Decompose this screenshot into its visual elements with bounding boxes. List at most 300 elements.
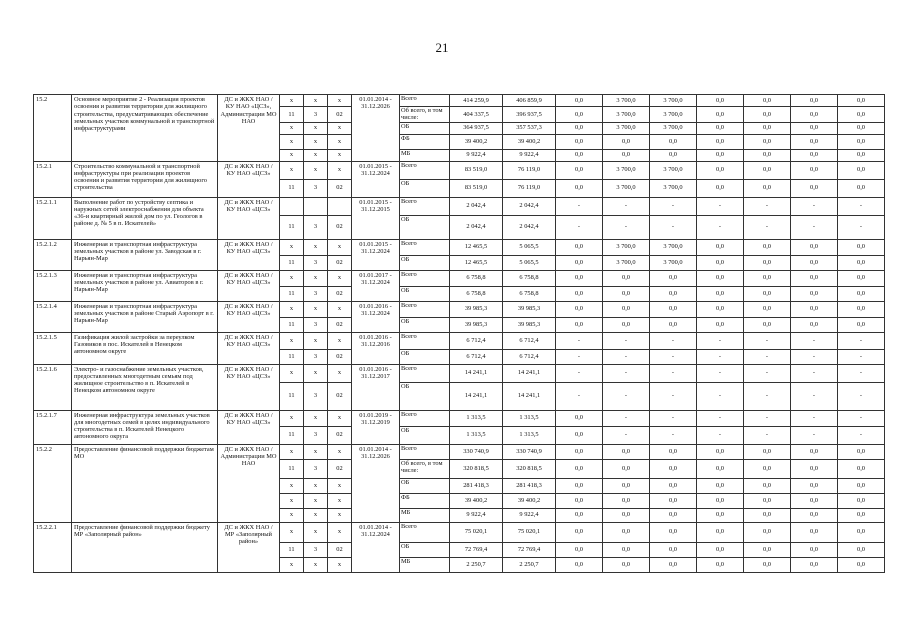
funding-source: Всего — [400, 522, 450, 542]
item-number: 15.2.1.4 — [34, 301, 72, 332]
item-executor: ДС и ЖКХ НАО / КУ НАО «ЦСЗ» — [218, 239, 280, 270]
amount-cell: 39 400,2 — [450, 493, 503, 508]
amount-cell: 0,0 — [603, 270, 650, 286]
amount-cell: 0,0 — [697, 134, 744, 149]
funding-source: Всего — [400, 301, 450, 317]
budget-code: 02 — [328, 286, 352, 301]
amount-cell: 0,0 — [650, 522, 697, 542]
budget-code: х — [280, 161, 304, 179]
item-period: 01.01.2014 - 31.12.2026 — [352, 95, 400, 162]
amount-cell: - — [650, 382, 697, 410]
amount-cell: 0,0 — [650, 317, 697, 332]
amount-cell: 39 400,2 — [503, 134, 556, 149]
amount-cell: 0,0 — [650, 508, 697, 522]
amount-cell: 0,0 — [556, 557, 603, 572]
amount-cell: 0,0 — [838, 270, 885, 286]
budget-code: х — [304, 122, 328, 134]
funding-source: МБ — [400, 508, 450, 522]
amount-cell: - — [556, 364, 603, 382]
amount-cell: - — [650, 215, 697, 239]
budget-code: х — [328, 134, 352, 149]
budget-code — [304, 197, 328, 215]
item-executor: ДС и ЖКХ НАО / Администрации МО НАО — [218, 444, 280, 522]
amount-cell: 0,0 — [697, 286, 744, 301]
amount-cell: 0,0 — [556, 459, 603, 478]
amount-cell: 281 418,3 — [503, 478, 556, 493]
budget-code: х — [304, 301, 328, 317]
funding-source: ОБ — [400, 382, 450, 410]
amount-cell: 0,0 — [838, 149, 885, 161]
amount-cell: 72 769,4 — [450, 542, 503, 557]
amount-cell: 0,0 — [744, 542, 791, 557]
item-executor: ДС и ЖКХ НАО / КУ НАО «ЦСЗ» — [218, 364, 280, 410]
amount-cell: - — [791, 215, 838, 239]
amount-cell: - — [603, 382, 650, 410]
budget-code: х — [304, 95, 328, 107]
amount-cell: 0,0 — [791, 179, 838, 197]
amount-cell: 0,0 — [838, 255, 885, 270]
budget-code: 11 — [280, 382, 304, 410]
budget-code: 11 — [280, 459, 304, 478]
amount-cell: 0,0 — [791, 134, 838, 149]
amount-cell: - — [603, 332, 650, 349]
amount-cell: 0,0 — [791, 301, 838, 317]
funding-source: ФБ — [400, 134, 450, 149]
funding-source: ОБ — [400, 179, 450, 197]
amount-cell: 0,0 — [838, 557, 885, 572]
amount-cell: 0,0 — [838, 301, 885, 317]
amount-cell: 0,0 — [697, 122, 744, 134]
amount-cell: 0,0 — [744, 149, 791, 161]
amount-cell: 5 065,5 — [503, 239, 556, 255]
item-period: 01.01.2016 - 31.12.2024 — [352, 301, 400, 332]
item-name: Электро- и газоснабжение земельных участков, предоставленных многодетным семьям под жилищное строительство в п. Искателей в Ненецком автономном округе — [72, 364, 218, 410]
table-row — [34, 410, 885, 426]
amount-cell: - — [744, 410, 791, 426]
amount-cell: 320 818,5 — [503, 459, 556, 478]
budget-code: 02 — [328, 255, 352, 270]
amount-cell: 0,0 — [744, 444, 791, 459]
amount-cell: 0,0 — [697, 317, 744, 332]
item-period: 01.01.2017 - 31.12.2024 — [352, 270, 400, 301]
amount-cell: 0,0 — [791, 459, 838, 478]
amount-cell: 2 042,4 — [450, 197, 503, 215]
amount-cell: 0,0 — [650, 286, 697, 301]
item-period: 01.01.2014 - 31.12.2026 — [352, 444, 400, 522]
amount-cell: 6 758,8 — [450, 270, 503, 286]
budget-code: х — [304, 478, 328, 493]
item-period: 01.01.2015 - 31.12.2024 — [352, 161, 400, 197]
amount-cell: 1 313,5 — [503, 426, 556, 444]
item-number: 15.2 — [34, 95, 72, 162]
funding-source: ОБ — [400, 255, 450, 270]
amount-cell: 3 700,0 — [650, 107, 697, 123]
amount-cell: 0,0 — [556, 161, 603, 179]
amount-cell: 0,0 — [603, 134, 650, 149]
funding-source: ОБ — [400, 426, 450, 444]
amount-cell: 3 700,0 — [650, 122, 697, 134]
amount-cell: 0,0 — [838, 493, 885, 508]
item-period: 01.01.2015 - 31.12.2015 — [352, 197, 400, 239]
amount-cell: 0,0 — [603, 522, 650, 542]
amount-cell: 39 985,3 — [503, 301, 556, 317]
amount-cell: 0,0 — [697, 270, 744, 286]
table-row — [34, 522, 885, 542]
amount-cell: 0,0 — [650, 557, 697, 572]
amount-cell: - — [697, 382, 744, 410]
budget-code: х — [280, 508, 304, 522]
budget-code: х — [328, 557, 352, 572]
amount-cell: - — [838, 410, 885, 426]
budget-code: х — [304, 364, 328, 382]
item-number: 15.2.2.1 — [34, 522, 72, 572]
amount-cell: 0,0 — [603, 557, 650, 572]
amount-cell: 2 042,4 — [450, 215, 503, 239]
amount-cell: 0,0 — [838, 107, 885, 123]
amount-cell: 39 985,3 — [450, 317, 503, 332]
amount-cell: 0,0 — [556, 286, 603, 301]
funding-source: Всего — [400, 161, 450, 179]
funding-source: ОБ — [400, 542, 450, 557]
amount-cell: 0,0 — [744, 122, 791, 134]
amount-cell: 2 042,4 — [503, 197, 556, 215]
amount-cell: 39 985,3 — [450, 301, 503, 317]
table-row — [34, 364, 885, 382]
amount-cell: - — [838, 332, 885, 349]
table-row — [34, 301, 885, 317]
amount-cell: 14 241,1 — [503, 364, 556, 382]
item-number: 15.2.1.1 — [34, 197, 72, 239]
item-name: Инженерная и транспортная инфраструктура земельных участков в районе ул. Авиаторов в г. Нарьян-Мар — [72, 270, 218, 301]
budget-code: х — [280, 95, 304, 107]
item-period: 01.01.2019 - 31.12.2019 — [352, 410, 400, 444]
funding-source: Всего — [400, 444, 450, 459]
amount-cell: - — [556, 215, 603, 239]
budget-code: х — [328, 332, 352, 349]
amount-cell: - — [791, 426, 838, 444]
amount-cell: 0,0 — [650, 270, 697, 286]
amount-cell: 0,0 — [838, 161, 885, 179]
amount-cell: 0,0 — [697, 522, 744, 542]
budget-code: 02 — [328, 349, 352, 364]
amount-cell: 0,0 — [791, 493, 838, 508]
budget-code: 3 — [304, 286, 328, 301]
amount-cell: - — [744, 349, 791, 364]
budget-code: 11 — [280, 542, 304, 557]
amount-cell: 0,0 — [556, 95, 603, 107]
budget-code: х — [304, 410, 328, 426]
amount-cell: - — [744, 382, 791, 410]
amount-cell: 0,0 — [650, 542, 697, 557]
amount-cell: 75 020,1 — [450, 522, 503, 542]
amount-cell: 0,0 — [744, 134, 791, 149]
amount-cell: 3 700,0 — [603, 255, 650, 270]
budget-code: 3 — [304, 179, 328, 197]
budget-code: х — [304, 239, 328, 255]
amount-cell: 0,0 — [791, 522, 838, 542]
amount-cell: 0,0 — [650, 459, 697, 478]
amount-cell: 0,0 — [556, 522, 603, 542]
amount-cell: 9 922,4 — [503, 508, 556, 522]
amount-cell: 0,0 — [744, 522, 791, 542]
amount-cell: 0,0 — [791, 149, 838, 161]
funding-source: МБ — [400, 557, 450, 572]
amount-cell: 14 241,1 — [450, 382, 503, 410]
budget-code: х — [304, 149, 328, 161]
budget-code: х — [328, 239, 352, 255]
amount-cell: 0,0 — [791, 239, 838, 255]
budget-code: х — [280, 364, 304, 382]
amount-cell: 0,0 — [791, 107, 838, 123]
amount-cell: 3 700,0 — [650, 255, 697, 270]
amount-cell: 357 537,3 — [503, 122, 556, 134]
amount-cell: 0,0 — [744, 508, 791, 522]
funding-source: Всего — [400, 364, 450, 382]
amount-cell: 0,0 — [791, 478, 838, 493]
amount-cell: - — [556, 197, 603, 215]
amount-cell: - — [650, 426, 697, 444]
item-number: 15.2.1.6 — [34, 364, 72, 410]
budget-code: 11 — [280, 426, 304, 444]
amount-cell: 0,0 — [556, 493, 603, 508]
item-name: Предоставление финансовой поддержки бюджету МР «Заполярный район» — [72, 522, 218, 572]
amount-cell: 39 400,2 — [450, 134, 503, 149]
amount-cell: 0,0 — [556, 179, 603, 197]
amount-cell: 0,0 — [697, 107, 744, 123]
amount-cell: - — [697, 364, 744, 382]
amount-cell: 330 740,9 — [450, 444, 503, 459]
amount-cell: - — [838, 197, 885, 215]
budget-code: х — [304, 134, 328, 149]
amount-cell: - — [838, 426, 885, 444]
amount-cell: 83 519,0 — [450, 161, 503, 179]
budget-code: 3 — [304, 317, 328, 332]
amount-cell: 0,0 — [838, 134, 885, 149]
budget-code: х — [280, 149, 304, 161]
table-row — [34, 444, 885, 459]
table-row — [34, 332, 885, 349]
amount-cell: - — [650, 410, 697, 426]
amount-cell: 0,0 — [603, 286, 650, 301]
funding-source: Всего — [400, 197, 450, 215]
amount-cell: 9 922,4 — [450, 149, 503, 161]
amount-cell: - — [791, 332, 838, 349]
amount-cell: 0,0 — [744, 478, 791, 493]
budget-code: х — [328, 522, 352, 542]
amount-cell: 0,0 — [791, 557, 838, 572]
amount-cell: - — [650, 332, 697, 349]
amount-cell: 6 758,8 — [503, 286, 556, 301]
budget-code: х — [304, 444, 328, 459]
amount-cell: 14 241,1 — [503, 382, 556, 410]
amount-cell: - — [791, 410, 838, 426]
amount-cell: 0,0 — [791, 255, 838, 270]
amount-cell: 0,0 — [697, 149, 744, 161]
budget-code: х — [328, 508, 352, 522]
amount-cell: 0,0 — [791, 161, 838, 179]
amount-cell: 2 042,4 — [503, 215, 556, 239]
item-executor: ДС и ЖКХ НАО / МР «Заполярный район» — [218, 522, 280, 572]
budget-code: 02 — [328, 542, 352, 557]
amount-cell: 0,0 — [603, 459, 650, 478]
amount-cell: 0,0 — [603, 542, 650, 557]
amount-cell: 83 519,0 — [450, 179, 503, 197]
item-number: 15.2.1.2 — [34, 239, 72, 270]
amount-cell: 0,0 — [650, 478, 697, 493]
amount-cell: - — [744, 426, 791, 444]
amount-cell: 6 758,8 — [503, 270, 556, 286]
funding-source: Всего — [400, 332, 450, 349]
item-name: Инженерная и транспортная инфраструктура земельных участков в районе Старый Аэропорт в г. Нарьян-Мар — [72, 301, 218, 332]
item-number: 15.2.1.5 — [34, 332, 72, 364]
amount-cell: - — [697, 349, 744, 364]
amount-cell: 0,0 — [744, 301, 791, 317]
amount-cell: 0,0 — [838, 239, 885, 255]
item-name: Выполнение работ по устройству септика и наружных сетей электроснабжения для объекта «36-и квартирный жилой дом по ул. Геологов в районе д. № 5 в п. Искателей» — [72, 197, 218, 239]
amount-cell: - — [603, 349, 650, 364]
budget-code: х — [328, 95, 352, 107]
amount-cell: 0,0 — [603, 317, 650, 332]
budget-code: 3 — [304, 349, 328, 364]
amount-cell: 3 700,0 — [650, 239, 697, 255]
amount-cell: 0,0 — [556, 426, 603, 444]
amount-cell: - — [603, 426, 650, 444]
amount-cell: 320 818,5 — [450, 459, 503, 478]
amount-cell: 0,0 — [744, 286, 791, 301]
budget-code: 11 — [280, 107, 304, 123]
amount-cell: - — [744, 332, 791, 349]
budget-code: х — [280, 410, 304, 426]
table-row — [34, 197, 885, 215]
amount-cell: 0,0 — [838, 122, 885, 134]
amount-cell: - — [697, 197, 744, 215]
amount-cell: 0,0 — [791, 508, 838, 522]
amount-cell: 0,0 — [744, 317, 791, 332]
amount-cell: 404 337,5 — [450, 107, 503, 123]
amount-cell: 6 712,4 — [450, 349, 503, 364]
amount-cell: 0,0 — [838, 95, 885, 107]
amount-cell: 0,0 — [838, 508, 885, 522]
item-name: Газификация жилой застройки за переулком Газовиков в пос. Искателей в Ненецком автономном округе — [72, 332, 218, 364]
amount-cell: 0,0 — [556, 239, 603, 255]
funding-source: Всего — [400, 270, 450, 286]
item-name: Строительство коммунальной и транспортной инфраструктуры при реализации проектов освоения и развития территории для жилищного строительства — [72, 161, 218, 197]
item-period: 01.01.2016 - 31.12.2016 — [352, 332, 400, 364]
funding-source: Об всего, в том числе: — [400, 459, 450, 478]
amount-cell: 0,0 — [838, 317, 885, 332]
amount-cell: 0,0 — [650, 134, 697, 149]
item-period: 01.01.2016 - 31.12.2017 — [352, 364, 400, 410]
budget-code: х — [304, 557, 328, 572]
amount-cell: - — [791, 197, 838, 215]
budget-code: х — [280, 478, 304, 493]
amount-cell: 1 313,5 — [503, 410, 556, 426]
amount-cell: - — [744, 215, 791, 239]
amount-cell: - — [556, 349, 603, 364]
budget-code: х — [328, 122, 352, 134]
amount-cell: 0,0 — [838, 522, 885, 542]
amount-cell: 281 418,3 — [450, 478, 503, 493]
budget-code: х — [280, 557, 304, 572]
amount-cell: 0,0 — [556, 270, 603, 286]
amount-cell: - — [791, 364, 838, 382]
budget-code: х — [304, 522, 328, 542]
budget-code — [280, 197, 304, 215]
item-executor: ДС и ЖКХ НАО / КУ НАО «ЦСЗ» — [218, 270, 280, 301]
amount-cell: 76 119,0 — [503, 179, 556, 197]
budget-code: х — [328, 161, 352, 179]
amount-cell: 0,0 — [744, 179, 791, 197]
amount-cell: 0,0 — [603, 508, 650, 522]
budget-code: 3 — [304, 107, 328, 123]
item-number: 15.2.1 — [34, 161, 72, 197]
amount-cell: 3 700,0 — [603, 161, 650, 179]
item-executor: ДС и ЖКХ НАО / КУ НАО «ЦСЗ» — [218, 197, 280, 239]
budget-code: х — [280, 332, 304, 349]
budget-code: 02 — [328, 382, 352, 410]
amount-cell: 0,0 — [650, 149, 697, 161]
amount-cell: 414 259,9 — [450, 95, 503, 107]
amount-cell: 0,0 — [603, 478, 650, 493]
table-row — [34, 95, 885, 107]
amount-cell: 0,0 — [697, 444, 744, 459]
amount-cell: 0,0 — [603, 493, 650, 508]
amount-cell: 6 712,4 — [450, 332, 503, 349]
amount-cell: 12 465,5 — [450, 255, 503, 270]
amount-cell: 0,0 — [838, 286, 885, 301]
amount-cell: - — [556, 332, 603, 349]
amount-cell: 0,0 — [791, 444, 838, 459]
budget-code: х — [304, 161, 328, 179]
amount-cell: 0,0 — [838, 444, 885, 459]
amount-cell: 0,0 — [556, 410, 603, 426]
item-executor: ДС и ЖКХ НАО / КУ НАО «ЦСЗ», Администрации МО НАО — [218, 95, 280, 162]
amount-cell: 0,0 — [697, 493, 744, 508]
amount-cell: - — [838, 364, 885, 382]
budget-code: х — [280, 301, 304, 317]
amount-cell: 12 465,5 — [450, 239, 503, 255]
amount-cell: 0,0 — [603, 444, 650, 459]
funding-source: МБ — [400, 149, 450, 161]
amount-cell: 0,0 — [697, 301, 744, 317]
amount-cell: 406 859,9 — [503, 95, 556, 107]
funding-source: ОБ — [400, 317, 450, 332]
item-name: Инженерная и транспортная инфраструктура земельных участков в районе ул. Заводская в г. Нарьян-Мар — [72, 239, 218, 270]
amount-cell: 0,0 — [697, 161, 744, 179]
amount-cell: 0,0 — [744, 161, 791, 179]
amount-cell: 0,0 — [744, 107, 791, 123]
amount-cell: 0,0 — [791, 286, 838, 301]
funding-source: Всего — [400, 95, 450, 107]
budget-code: х — [280, 134, 304, 149]
amount-cell: 3 700,0 — [603, 107, 650, 123]
amount-cell: 3 700,0 — [603, 239, 650, 255]
budget-code: х — [280, 122, 304, 134]
amount-cell: 0,0 — [744, 255, 791, 270]
amount-cell: 0,0 — [791, 542, 838, 557]
funding-source: Всего — [400, 410, 450, 426]
budget-code: х — [328, 410, 352, 426]
amount-cell: - — [697, 332, 744, 349]
amount-cell: 2 250,7 — [450, 557, 503, 572]
budget-code: 3 — [304, 215, 328, 239]
amount-cell: 0,0 — [603, 149, 650, 161]
amount-cell: 0,0 — [838, 179, 885, 197]
amount-cell: - — [838, 382, 885, 410]
amount-cell: 330 740,9 — [503, 444, 556, 459]
item-number: 15.2.1.3 — [34, 270, 72, 301]
budget-code: х — [328, 364, 352, 382]
